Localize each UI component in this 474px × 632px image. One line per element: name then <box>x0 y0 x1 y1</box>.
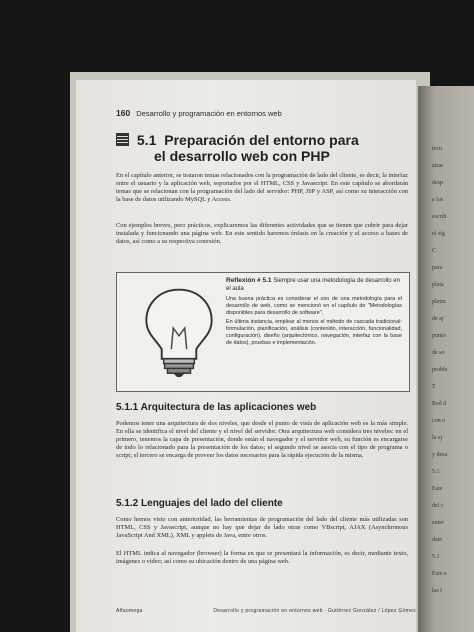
adjacent-page-fragment: las f <box>432 588 443 594</box>
footer-book-info: Desarrollo y programación en entornos web · Gutiérrez González / López Gómez <box>213 608 416 614</box>
adjacent-page-fragment: la ej <box>432 435 443 441</box>
adjacent-page-fragment: proble <box>432 367 448 373</box>
adjacent-page-fragment: a los <box>432 197 444 203</box>
reflection-heading <box>226 277 402 293</box>
adjacent-page-fragment: y desa <box>432 452 448 458</box>
subsection-512-p1: Como hemos visto con anterioridad, las herramientas de programación del lado del cliente más utilizadas son HTML, CSS y Javascript, aunque no hay que dejar de lado otras como VBscript, AJAX (Asynchronous JavaScript And XML), XML y applets de Java, entre otros. <box>116 516 408 540</box>
adjacent-page-fragment: dato <box>432 537 443 543</box>
book-page <box>76 80 416 632</box>
page-footer <box>116 608 416 614</box>
adjacent-page-fragment: para <box>432 265 443 271</box>
reflection-subtitle: Siempre usar una metodología de desarrollo en el aula <box>226 278 400 292</box>
running-title: Desarrollo y programación en entornos web <box>136 109 282 118</box>
adjacent-page-fragment: punto <box>432 333 446 339</box>
adjacent-page <box>418 86 474 632</box>
section-title-line1: Preparación del entorno para <box>164 132 359 148</box>
reflection-p2: En última instancia, emplear al menos el método de cascada tradicional: formulación, planificación, análisis (contenido, interacción, funcionalidad, configuración), diseño (arquitectónico, navegación, interfaz con la base de datos), pruebas e implementación. <box>226 319 402 346</box>
adjacent-page-fragment: escrib <box>432 214 447 220</box>
reflection-text <box>226 296 402 349</box>
adjacent-page-fragment: pletm <box>432 299 446 305</box>
reflection-p1: Una buena práctica es considerar el uso de una metodología para el desarrollo de web, como se mencionó en el capítulo de "Metodologías disponibles para desarrollo de software". <box>226 296 402 316</box>
section-number: 5.1 <box>136 132 157 148</box>
adjacent-page-fragment: enter <box>432 520 444 526</box>
adjacent-page-fragment: del c <box>432 503 444 509</box>
adjacent-page-fragment: el sig <box>432 231 445 237</box>
section-title-line2: el desarrollo web con PHP <box>154 148 330 164</box>
adjacent-page-fragment: atrac <box>432 163 444 169</box>
adjacent-page-fragment: T <box>432 384 436 390</box>
subsection-512-title: 5.1.2 Lenguajes del lado del cliente <box>116 498 283 509</box>
paragraph-2: Con ejemplos breves, pero prácticos, explicaremos las diferentes actividades que se tienen que cubrir para dejar instalada y funcionando una página web. En este sentido haremos énfasis en la creación y el acceso a bases de datos, así como a su respectiva conexión. <box>116 222 408 246</box>
adjacent-page-fragment: 5.1 <box>432 469 440 475</box>
running-header <box>116 108 282 118</box>
adjacent-page-fragment: de so <box>432 350 445 356</box>
section-heading <box>116 132 406 164</box>
lightbulb-icon <box>130 282 228 378</box>
adjacent-page-fragment: Red d <box>432 401 447 407</box>
adjacent-page-fragment: tecn <box>432 146 442 152</box>
book-icon <box>116 133 129 146</box>
adjacent-page-fragment: con o <box>432 418 446 424</box>
subsection-511-text: Podemos tener una arquitectura de dos niveles, que desde el punto de vista de aplicación web es la más simple. En ella se identifica el nivel del cliente y el nivel del servidor. Otra arquitectura web considera tres niveles: en el primero, tenemos la capa de presentación, donde están el navegador y el servidor web, su función es encargarse de todo lo relacionado para la presentación de los datos; el segundo nivel se asocia con el tipo de programa o script; el tercero se encarga de proveer los datos necesarios para la rápida ejecución de la misma. <box>116 420 408 460</box>
adjacent-page-fragment: Este <box>432 486 443 492</box>
adjacent-page-fragment: C <box>432 248 437 254</box>
adjacent-page-fragment: de aj <box>432 316 444 322</box>
paragraph-1: En el capítulo anterior, se trataron temas relacionados con la programación de lado del cliente, es decir, la interfaz entre el usuario y la aplicación web, soportados por el HTML, CSS y Javascript. En este capítulo se abordarán temas que se relacionan con la programación del lado del servidor: PHP, JSP y ASP, así como su interacción con la base de datos utilizando MySQL y Access. <box>116 172 408 204</box>
subsection-512-p2: El HTML indica al navegador (browser) la forma en que se presentará la información, es decir, mediante texto, imágenes o video; así como su ubicación dentro de una página web. <box>116 550 408 566</box>
adjacent-page-fragment: Esto e <box>432 571 447 577</box>
reflection-label: Reflexión # 5.1 <box>226 277 272 284</box>
adjacent-page-fragment: desp <box>432 180 443 186</box>
adjacent-page-fragment: 5.1 <box>432 554 440 560</box>
footer-publisher: Alfaomega <box>116 608 143 614</box>
subsection-511-title: 5.1.1 Arquitectura de las aplicaciones web <box>116 402 317 413</box>
page-number: 160 <box>116 108 131 118</box>
adjacent-page-fragment: plata <box>432 282 444 288</box>
